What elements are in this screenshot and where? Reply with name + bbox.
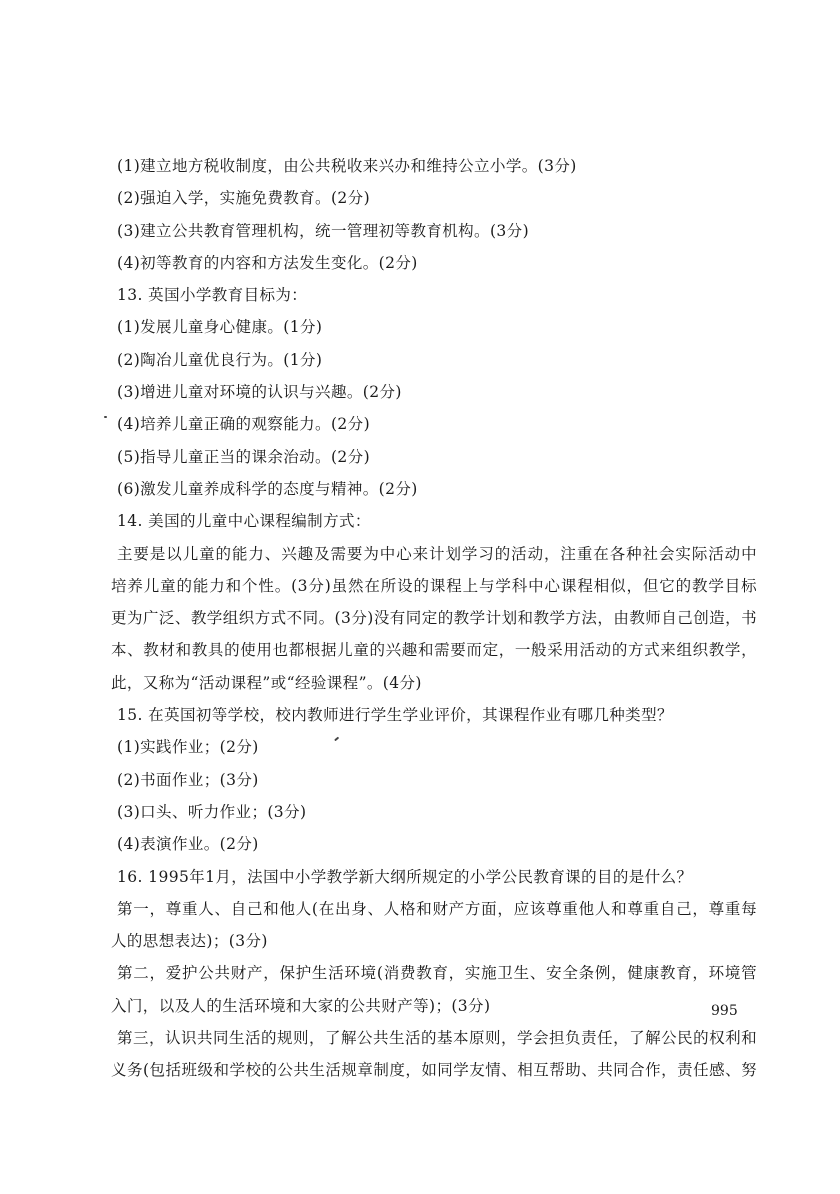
text-line: (6)激发儿童养成科学的态度与精神。(2分) [117,479,418,498]
text-line: (4)初等教育的内容和方法发生变化。(2分) [117,253,418,272]
paragraph-line: 人的思想表达)；(3分) [111,932,268,951]
paragraph-line: 义务(包括班级和学校的公共生活规章制度，如同学友情、相互帮助、共同合作，责任感、努 [111,1061,757,1080]
text-line: (4)培养儿童正确的观察能力。(2分) [117,415,371,434]
question-heading: 16. 1995年1月，法国中小学教学新大纲所规定的小学公民教育课的目的是什么？ [117,867,693,886]
text-line: (3)增进儿童对环境的认识与兴趣。(2分) [117,383,402,402]
text-line: (1)实践作业；(2分) [117,738,259,757]
paragraph-line: 此，又称为“活动课程”或“经验课程”。(4分) [111,673,422,692]
question-heading: 15. 在英国初等学校，校内教师进行学生学业评价，其课程作业有哪几种类型？ [117,706,673,725]
paragraph-line: 第二，爱护公共财产，保护生活环境(消费教育，实施卫生、安全条例，健康教育，环境管 [117,964,757,983]
question-heading: 13. 英国小学教育目标为： [117,286,308,305]
question-heading: 14. 美国的儿童中心课程编制方式： [117,512,371,531]
text-line: (4)表演作业。(2分) [117,835,259,854]
paragraph-line: 更为广泛、教学组织方式不同。(3分)没有同定的教学计划和教学方法，由教师自己创造，书 [111,609,757,628]
paragraph-line: 入门，以及人的生活环境和大家的公共财产等)；(3分) [111,996,491,1015]
text-line: (3)口头、听力作业；(3分) [117,802,307,821]
paragraph-line: 培养儿童的能力和个性。(3分)虽然在所设的课程上与学科中心课程相似，但它的教学目标 [111,576,757,595]
paragraph-line: 主要是以儿童的能力、兴趣及需要为中心来计划学习的活动，注重在各种社会实际活动中 [117,544,757,563]
page-number: 995 [711,1003,738,1019]
text-line: (2)陶冶儿童优良行为。(1分) [117,350,323,369]
text-line: (1)发展儿童身心健康。(1分) [117,318,323,337]
text-line: (1)建立地方税收制度，由公共税收来兴办和维持公立小学。(3分) [117,157,577,175]
text-line: (5)指导儿童正当的课余治动。(2分) [117,447,371,466]
paragraph-line: 第一，尊重人、自己和他人(在出身、人格和财产方面，应该尊重他人和尊重自己，尊重每 [117,899,757,918]
answer-text [111,150,757,1087]
paragraph-line: 本、教材和教具的使用也都根据儿童的兴趣和需要而定，一般采用活动的方式来组织教学， [111,641,757,660]
text-line: (3)建立公共教育管理机构，统一管理初等教育机构。(3分) [117,221,530,240]
scan-speck [104,416,107,418]
paragraph-line: 第三，认识共同生活的规则，了解公共生活的基本原则，学会担负责任，了解公民的权利和 [117,1029,757,1048]
text-line: (2)书面作业；(3分) [117,770,259,789]
text-line: (2)强迫入学，实施免费教育。(2分) [117,189,371,208]
